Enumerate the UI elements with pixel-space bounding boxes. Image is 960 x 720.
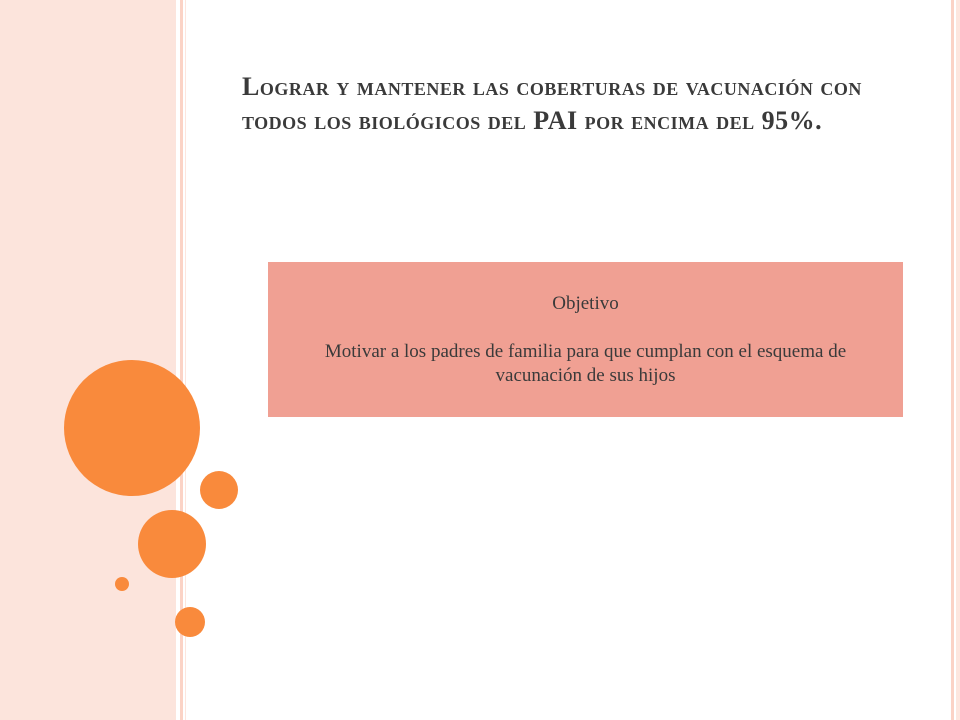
decorative-circle xyxy=(138,510,206,578)
decorative-stripe xyxy=(956,0,960,720)
objective-heading: Objetivo xyxy=(552,292,619,314)
decorative-circle xyxy=(175,607,205,637)
decorative-circle xyxy=(115,577,129,591)
objective-box xyxy=(268,262,903,417)
decorative-stripe xyxy=(0,0,176,720)
objective-text: Motivar a los padres de familia para que cumplan con el esquema de vacunación de sus hijos xyxy=(324,340,847,386)
slide-title: Lograr y mantener las coberturas de vacunación con todos los biológicos del PAI por encima del 95%. xyxy=(242,72,862,135)
decorative-stripe xyxy=(951,0,954,720)
decorative-circle xyxy=(64,360,200,496)
decorative-circle xyxy=(200,471,238,509)
